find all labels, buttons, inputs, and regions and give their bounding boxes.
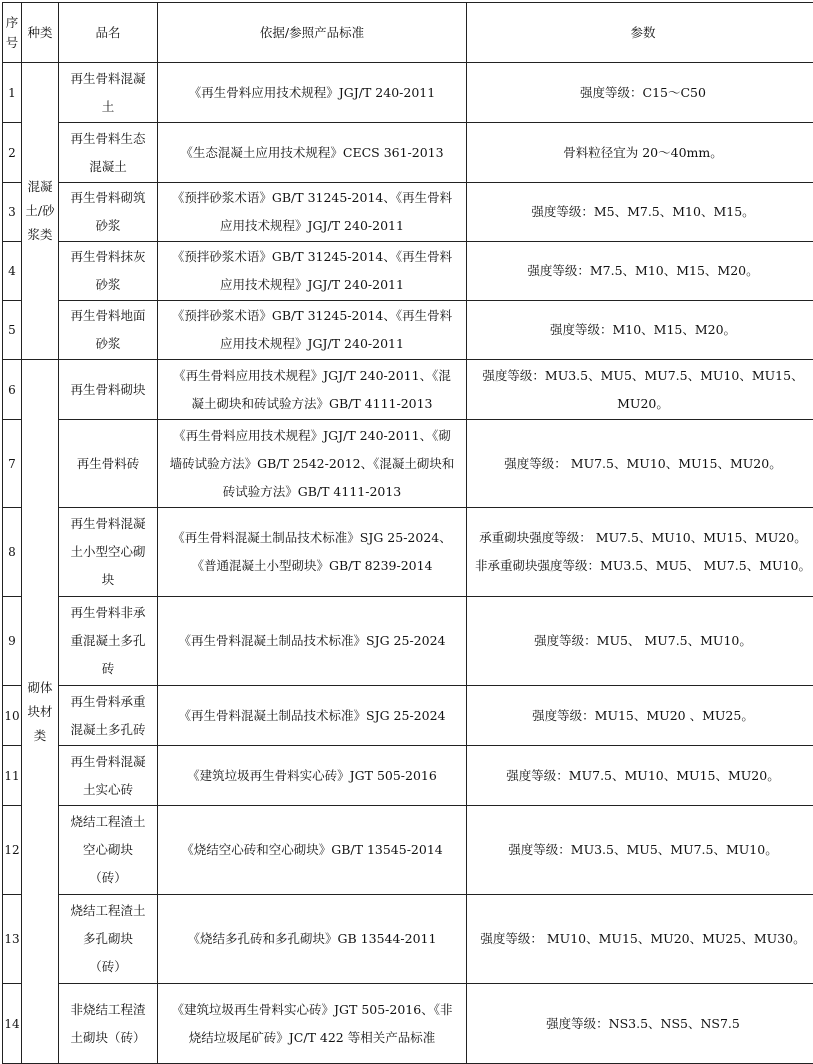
product-name (59, 183, 158, 242)
header-no (3, 3, 22, 63)
parameter-line: 强度等级：M5、M7.5、M10、M15。 (470, 198, 813, 226)
product-name (59, 63, 158, 123)
parameters (467, 183, 813, 242)
parameters (467, 63, 813, 123)
product-name-line: 再生骨料抹灰 (63, 243, 153, 271)
standard-reference (158, 183, 467, 242)
category-label-line: 混凝 (23, 175, 57, 199)
product-name-line: （砖） (63, 864, 153, 892)
product-name-line: 混凝土多孔砖 (63, 716, 153, 744)
table-row (3, 360, 813, 420)
product-name-line: 烧结工程渣土 (63, 808, 153, 836)
product-name-line: 多孔砌块 (63, 925, 153, 953)
product-name-line: 重混凝土多孔 (63, 627, 153, 655)
row-number: 5 (3, 301, 22, 360)
header-no-line: 号 (3, 33, 21, 53)
parameter-line: 强度等级：MU3.5、MU5、MU7.5、MU10。 (470, 836, 813, 864)
table-row (3, 895, 813, 984)
row-number: 4 (3, 242, 22, 301)
parameter-line: 强度等级：NS3.5、NS5、NS7.5 (470, 1010, 813, 1038)
header-standard: 依据/参照产品标准 (158, 3, 467, 63)
standard-reference (158, 597, 467, 686)
standard-line: 《建筑垃圾再生骨料实心砖》JGT 505-2016、《非 (161, 996, 463, 1024)
parameter-line: 强度等级：MU7.5、MU10、MU15、MU20。 (470, 762, 813, 790)
standard-reference (158, 895, 467, 984)
standard-line: 烧结垃圾尾矿砖》JC/T 422 等相关产品标准 (161, 1024, 463, 1052)
table-row (3, 508, 813, 597)
standard-line: 《预拌砂浆术语》GB/T 31245-2014、《再生骨料 (161, 184, 463, 212)
product-name-line: 块 (63, 566, 153, 594)
row-number: 9 (3, 597, 22, 686)
table-row (3, 746, 813, 806)
standard-line: 《烧结多孔砖和多孔砌块》GB 13544-2011 (161, 925, 463, 953)
table-row (3, 183, 813, 242)
standard-reference (158, 420, 467, 508)
product-name-line: 再生骨料砌筑 (63, 184, 153, 212)
parameters (467, 420, 813, 508)
parameter-line: 强度等级：M7.5、M10、M15、M20。 (470, 257, 813, 285)
parameters (467, 597, 813, 686)
product-name-line: 非烧结工程渣 (63, 996, 153, 1024)
standard-line: 应用技术规程》JGJ/T 240-2011 (161, 330, 463, 358)
category-cell (22, 360, 59, 1064)
parameter-line: 强度等级： MU10、MU15、MU20、MU25、MU30。 (470, 925, 813, 953)
header-category: 种类 (22, 3, 59, 63)
table-row (3, 686, 813, 746)
parameters (467, 895, 813, 984)
standard-line: 凝土砌块和砖试验方法》GB/T 4111-2013 (161, 390, 463, 418)
product-name-line: 砂浆 (63, 330, 153, 358)
parameters (467, 746, 813, 806)
product-name-line: 烧结工程渣土 (63, 897, 153, 925)
standard-line: 《普通混凝土小型砌块》GB/T 8239-2014 (161, 552, 463, 580)
product-name (59, 984, 158, 1064)
category-label-line: 浆类 (23, 223, 57, 247)
row-number: 8 (3, 508, 22, 597)
standard-line: 《预拌砂浆术语》GB/T 31245-2014、《再生骨料 (161, 243, 463, 271)
standard-reference (158, 63, 467, 123)
parameters (467, 984, 813, 1064)
parameters (467, 123, 813, 183)
parameter-line: 强度等级：MU3.5、MU5、MU7.5、MU10、MU15、 (470, 362, 813, 390)
standard-line: 应用技术规程》JGJ/T 240-2011 (161, 212, 463, 240)
standard-line: 《再生骨料应用技术规程》JGJ/T 240-2011 (161, 79, 463, 107)
row-number: 3 (3, 183, 22, 242)
product-name (59, 123, 158, 183)
parameters (467, 508, 813, 597)
product-name-line: 土砌块（砖） (63, 1024, 153, 1052)
product-name (59, 806, 158, 895)
product-name (59, 301, 158, 360)
parameter-line: MU20。 (470, 390, 813, 418)
product-name-line: 再生骨料砌块 (63, 376, 153, 404)
standard-reference (158, 123, 467, 183)
table-row (3, 301, 813, 360)
parameter-line: 强度等级：MU15、MU20 、MU25。 (470, 702, 813, 730)
row-number: 6 (3, 360, 22, 420)
product-name (59, 597, 158, 686)
category-cell (22, 63, 59, 360)
standard-line: 应用技术规程》JGJ/T 240-2011 (161, 271, 463, 299)
product-name-line: 砂浆 (63, 212, 153, 240)
table-row (3, 123, 813, 183)
table-row (3, 597, 813, 686)
parameter-line: 强度等级：MU5、 MU7.5、MU10。 (470, 627, 813, 655)
row-number: 1 (3, 63, 22, 123)
standard-reference (158, 984, 467, 1064)
product-name (59, 420, 158, 508)
product-name-line: 再生骨料砖 (63, 450, 153, 478)
category-label-line: 土/砂 (23, 199, 57, 223)
table-row (3, 984, 813, 1064)
table-row (3, 806, 813, 895)
product-name-line: 土小型空心砌 (63, 538, 153, 566)
category-label-line: 类 (23, 724, 57, 748)
parameters (467, 686, 813, 746)
standard-reference (158, 746, 467, 806)
table-row (3, 63, 813, 123)
parameters (467, 806, 813, 895)
product-name-line: 空心砌块 (63, 836, 153, 864)
row-number: 14 (3, 984, 22, 1064)
standard-line: 《再生骨料应用技术规程》JGJ/T 240-2011、《砌 (161, 422, 463, 450)
row-number: 12 (3, 806, 22, 895)
parameter-line: 非承重砌块强度等级：MU3.5、MU5、 MU7.5、MU10。 (470, 552, 813, 580)
standard-reference (158, 806, 467, 895)
product-name-line: 再生骨料承重 (63, 688, 153, 716)
standard-reference (158, 242, 467, 301)
standard-reference (158, 686, 467, 746)
standard-reference (158, 508, 467, 597)
standard-line: 《再生骨料混凝土制品技术标准》SJG 25-2024 (161, 627, 463, 655)
standard-line: 《建筑垃圾再生骨料实心砖》JGT 505-2016 (161, 762, 463, 790)
standard-line: 《预拌砂浆术语》GB/T 31245-2014、《再生骨料 (161, 302, 463, 330)
header-no-line: 序 (3, 13, 21, 33)
standard-line: 《再生骨料应用技术规程》JGJ/T 240-2011、《混 (161, 362, 463, 390)
product-name-line: 再生骨料生态 (63, 125, 153, 153)
table-row (3, 420, 813, 508)
parameters (467, 242, 813, 301)
row-number: 10 (3, 686, 22, 746)
parameter-line: 骨料粒径宜为 20～40mm。 (470, 139, 813, 167)
standard-line: 砖试验方法》GB/T 4111-2013 (161, 478, 463, 506)
row-number: 11 (3, 746, 22, 806)
product-name (59, 508, 158, 597)
table-row (3, 242, 813, 301)
standard-line: 《生态混凝土应用技术规程》CECS 361-2013 (161, 139, 463, 167)
product-name (59, 360, 158, 420)
row-number: 2 (3, 123, 22, 183)
standards-table (2, 2, 813, 1064)
parameter-line: 强度等级： MU7.5、MU10、MU15、MU20。 (470, 450, 813, 478)
standard-line: 《再生骨料混凝土制品技术标准》SJG 25-2024 (161, 702, 463, 730)
parameters (467, 301, 813, 360)
product-name (59, 746, 158, 806)
product-name-line: 土 (63, 93, 153, 121)
product-name-line: 砂浆 (63, 271, 153, 299)
product-name-line: 砖 (63, 655, 153, 683)
product-name-line: 再生骨料混凝 (63, 510, 153, 538)
header-params: 参数 (467, 3, 813, 63)
product-name-line: 土实心砖 (63, 776, 153, 804)
category-label-line: 砌体 (23, 676, 57, 700)
product-name-line: 再生骨料非承 (63, 599, 153, 627)
row-number: 7 (3, 420, 22, 508)
standard-line: 墙砖试验方法》GB/T 2542-2012、《混凝土砌块和 (161, 450, 463, 478)
parameters (467, 360, 813, 420)
row-number: 13 (3, 895, 22, 984)
standard-reference (158, 360, 467, 420)
product-name (59, 686, 158, 746)
product-name (59, 242, 158, 301)
parameter-line: 强度等级：M10、M15、M20。 (470, 316, 813, 344)
category-label-line: 块材 (23, 700, 57, 724)
standard-line: 《烧结空心砖和空心砌块》GB/T 13545-2014 (161, 836, 463, 864)
product-name-line: 再生骨料混凝 (63, 65, 153, 93)
standard-line: 《再生骨料混凝土制品技术标准》SJG 25-2024、 (161, 524, 463, 552)
parameter-line: 强度等级：C15～C50 (470, 79, 813, 107)
product-name-line: 再生骨料混凝 (63, 748, 153, 776)
product-name-line: 再生骨料地面 (63, 302, 153, 330)
product-name-line: 混凝土 (63, 153, 153, 181)
product-name-line: （砖） (63, 953, 153, 981)
standard-reference (158, 301, 467, 360)
product-name (59, 895, 158, 984)
header-row (3, 3, 813, 63)
parameter-line: 承重砌块强度等级： MU7.5、MU10、MU15、MU20。 (470, 524, 813, 552)
header-name: 品名 (59, 3, 158, 63)
